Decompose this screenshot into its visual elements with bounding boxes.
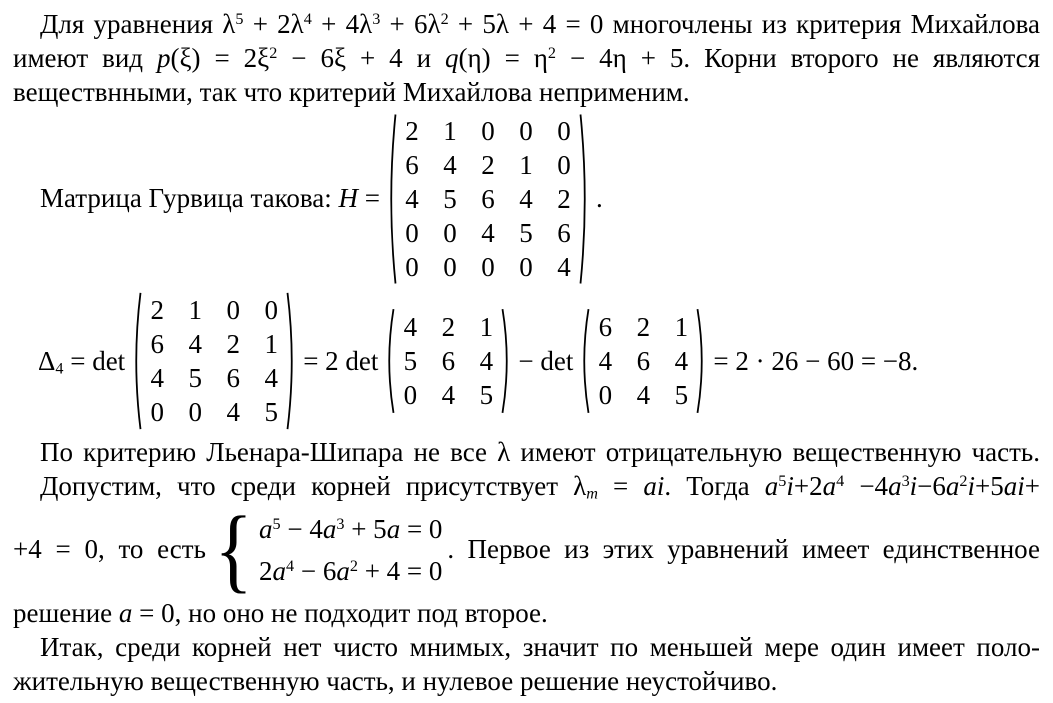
matrix-cell: 6 <box>441 346 456 376</box>
matrix-cell: 4 <box>405 183 419 214</box>
hurwitz-matrix <box>385 111 591 287</box>
matrix-cell: 0 <box>150 397 164 427</box>
math-token: 4 <box>836 472 845 491</box>
matrix-cell: 6 <box>598 312 613 342</box>
matrix-cell: 2 <box>557 183 571 214</box>
math-token: a <box>272 555 287 586</box>
minor-matrix-a <box>383 307 513 415</box>
matrix-cell: 0 <box>264 295 278 325</box>
solution-line <box>13 596 1040 630</box>
paragraph-mikhailov-line1 <box>13 7 1040 41</box>
math-token: 5 <box>778 472 787 491</box>
math-token: a <box>822 471 837 501</box>
matrix-cell: 6 <box>405 149 419 180</box>
delta4-lhs <box>38 346 125 377</box>
matrix-paren-left-icon <box>385 111 397 287</box>
matrix-cell: 5 <box>479 380 494 410</box>
math-token: a <box>888 471 902 501</box>
matrix-cell: 4 <box>441 380 456 410</box>
matrix-cell: 4 <box>226 397 240 427</box>
math-token: a <box>386 513 401 544</box>
math-token: + 4 = 0 <box>357 555 443 586</box>
system-equation-1 <box>259 510 442 548</box>
math-token: i <box>967 471 976 501</box>
matrix-cell: 0 <box>405 217 419 248</box>
delta4-eq-2det <box>303 346 378 377</box>
delta4-result <box>713 346 918 377</box>
matrix-cell: 2 <box>636 312 651 342</box>
math-token: = 0 <box>400 513 443 544</box>
math-token: +5 <box>975 471 1004 501</box>
conclusion-line1 <box>13 630 1040 664</box>
matrix-cell: 4 <box>150 363 164 393</box>
math-token: Для уравнения λ <box>40 9 236 39</box>
math-token: + 4λ <box>311 9 373 39</box>
matrix-cell: 6 <box>226 363 240 393</box>
math-token: q <box>445 43 459 73</box>
matrix-cell: 4 <box>443 149 457 180</box>
math-token: = <box>358 183 380 213</box>
math-token: H <box>338 183 359 213</box>
math-token: m <box>586 484 598 503</box>
math-token: 2 <box>547 44 556 63</box>
hurwitz-matrix-statement <box>13 110 1040 287</box>
matrix-cell: 5 <box>188 363 202 393</box>
matrix-cell: 6 <box>557 217 571 248</box>
math-token: = <box>597 471 644 501</box>
matrix-grid <box>590 307 696 415</box>
math-token: . Первое из этих уравнений имеет единственное <box>447 534 1040 564</box>
matrix-paren-right-icon <box>696 307 708 415</box>
math-token: 2 <box>440 10 449 29</box>
math-token: ai <box>643 471 665 501</box>
math-token: 2 <box>349 556 358 575</box>
math-token: −6 <box>917 471 946 501</box>
matrix-cell: 4 <box>188 329 202 359</box>
paragraph-mikhailov-line2 <box>13 41 1040 75</box>
matrix-cell: 2 <box>150 295 164 325</box>
math-token: − 4 <box>280 513 323 544</box>
math-token: решение <box>13 598 119 628</box>
matrix-cell: 0 <box>557 115 571 146</box>
matrix-cell: 4 <box>481 217 495 248</box>
math-token: 4 <box>303 10 312 29</box>
math-token: = 0, но оно не подходит под второе. <box>132 598 548 628</box>
math-token: i <box>786 471 794 501</box>
math-token: . <box>596 183 603 213</box>
matrix-cell: 6 <box>150 329 164 359</box>
matrix-cell: 4 <box>479 346 494 376</box>
math-token: +2 <box>793 471 823 501</box>
system-equations <box>259 510 442 590</box>
math-token: 4 <box>286 556 295 575</box>
matrix-grid <box>397 111 579 287</box>
system-of-equations-line <box>13 497 1040 602</box>
math-token: p <box>157 43 171 73</box>
math-token: a <box>336 555 350 586</box>
math-token: Δ <box>38 345 56 376</box>
math-token: − 4η + 5. Корни второго не являются <box>556 43 1040 73</box>
math-token: Итак, среди корней нет чисто мнимых, значит по меньшей мере один имеет поло- <box>40 632 1040 662</box>
matrix-cell: 5 <box>443 183 457 214</box>
matrix-grid <box>395 307 501 415</box>
math-token: . Тогда <box>664 471 765 501</box>
math-token: + <box>1024 471 1040 501</box>
system-prefix-text <box>13 534 206 565</box>
math-token: 2 <box>269 44 278 63</box>
math-token: 2 <box>959 472 968 491</box>
matrix-paren-left-icon <box>578 307 590 415</box>
delta4-matrix <box>130 290 298 432</box>
matrix-cell: 4 <box>403 312 418 342</box>
math-token: имеют вид <box>13 43 157 73</box>
math-token: + 6λ <box>380 9 441 39</box>
matrix-cell: 0 <box>481 115 495 146</box>
matrix-cell: 5 <box>674 380 689 410</box>
matrix-cell: 5 <box>519 217 533 248</box>
paragraph-mikhailov-line3 <box>13 75 1040 109</box>
math-token: a <box>945 471 960 501</box>
matrix-cell: 2 <box>441 312 456 342</box>
matrix-cell: 0 <box>598 380 613 410</box>
matrix-cell: 1 <box>674 312 689 342</box>
math-token: a <box>118 598 133 628</box>
matrix-cell: 0 <box>519 251 533 282</box>
delta4-minus-det <box>518 346 573 377</box>
matrix-paren-right-icon <box>286 290 298 432</box>
math-token: − 6ξ + 4 и <box>277 43 446 73</box>
matrix-cell: 1 <box>443 115 457 146</box>
matrix-cell: 1 <box>479 312 494 342</box>
matrix-cell: 0 <box>405 251 419 282</box>
minor-matrix-b <box>578 307 708 415</box>
matrix-cell: 0 <box>481 251 495 282</box>
matrix-cell: 0 <box>519 115 533 146</box>
math-token: ai <box>1003 471 1025 501</box>
matrix-cell: 2 <box>226 329 240 359</box>
matrix-cell: 2 <box>405 115 419 146</box>
matrix-paren-left-icon <box>130 290 142 432</box>
math-token: 2 <box>259 555 273 586</box>
hurwitz-period <box>596 183 603 214</box>
math-token: + 5λ + 4 = 0 многочлены из критерия Михайлова <box>448 9 1040 39</box>
matrix-cell: 6 <box>636 346 651 376</box>
math-token: − 6 <box>294 555 337 586</box>
math-token: + 5 <box>344 513 387 544</box>
matrix-cell: 0 <box>557 149 571 180</box>
math-token: 5 <box>272 514 281 533</box>
matrix-cell: 4 <box>598 346 613 376</box>
matrix-cell: 0 <box>226 295 240 325</box>
matrix-cell: 4 <box>557 251 571 282</box>
math-token: +4 = 0, то есть <box>13 534 206 564</box>
hurwitz-intro-text <box>40 183 380 214</box>
matrix-paren-left-icon <box>383 307 395 415</box>
matrix-cell: 1 <box>264 329 278 359</box>
matrix-grid <box>142 290 286 432</box>
matrix-cell: 5 <box>403 346 418 376</box>
matrix-cell: 2 <box>481 149 495 180</box>
math-token: 3 <box>901 472 910 491</box>
math-token: (η) = η <box>458 43 548 73</box>
conclusion-line2 <box>13 664 1040 698</box>
system-equation-2 <box>259 552 442 590</box>
matrix-paren-right-icon <box>501 307 513 415</box>
matrix-cell: 4 <box>519 183 533 214</box>
matrix-cell: 4 <box>264 363 278 393</box>
math-token: 3 <box>336 514 345 533</box>
math-token: + 2λ <box>243 9 304 39</box>
math-token: (ξ) = 2ξ <box>170 43 270 73</box>
matrix-cell: 0 <box>403 380 418 410</box>
system-suffix-text <box>447 534 1040 565</box>
matrix-cell: 1 <box>188 295 202 325</box>
delta4-determinant-equation <box>13 288 1040 434</box>
math-token: 3 <box>372 10 381 29</box>
matrix-cell: 1 <box>519 149 533 180</box>
matrix-cell: 4 <box>636 380 651 410</box>
math-token: = det <box>63 345 126 376</box>
math-token: = 2 det <box>303 345 379 376</box>
math-token: Допустим, что среди корней присутствует λ <box>40 471 587 501</box>
math-token: 4 <box>55 359 64 378</box>
math-token: a <box>764 471 779 501</box>
math-token: веществнными, так что критерий Михайлова неприменим. <box>13 77 690 107</box>
math-token: = 2 · 26 − 60 = −8. <box>713 345 919 376</box>
lienard-chipart-line <box>13 435 1040 469</box>
math-token: a <box>322 513 337 544</box>
math-token: i <box>909 471 918 501</box>
math-token: a <box>259 513 273 544</box>
math-token: жительную вещественную часть, и нулевое решение неустойчиво. <box>13 666 778 696</box>
matrix-cell: 0 <box>443 251 457 282</box>
matrix-cell: 5 <box>264 397 278 427</box>
matrix-cell: 6 <box>481 183 495 214</box>
equation-system: { $a^5 - 4a^3 + 5a = 0$ $2a^4 - 6a^2 + 4 = 0$ <box>214 497 443 602</box>
matrix-cell: 0 <box>443 217 457 248</box>
assume-imaginary-root-line <box>13 469 1040 503</box>
matrix-cell: 4 <box>674 346 689 376</box>
matrix-cell: 0 <box>188 397 202 427</box>
math-token: По критерию Льенара-Шипара не все λ имеют отрицательную вещественную часть. <box>40 437 1040 467</box>
matrix-paren-right-icon <box>579 111 591 287</box>
math-token: Матрица Гурвица такова: <box>40 183 339 213</box>
math-token: −4 <box>844 471 889 501</box>
math-token: 5 <box>235 10 244 29</box>
math-token: − det <box>518 345 574 376</box>
